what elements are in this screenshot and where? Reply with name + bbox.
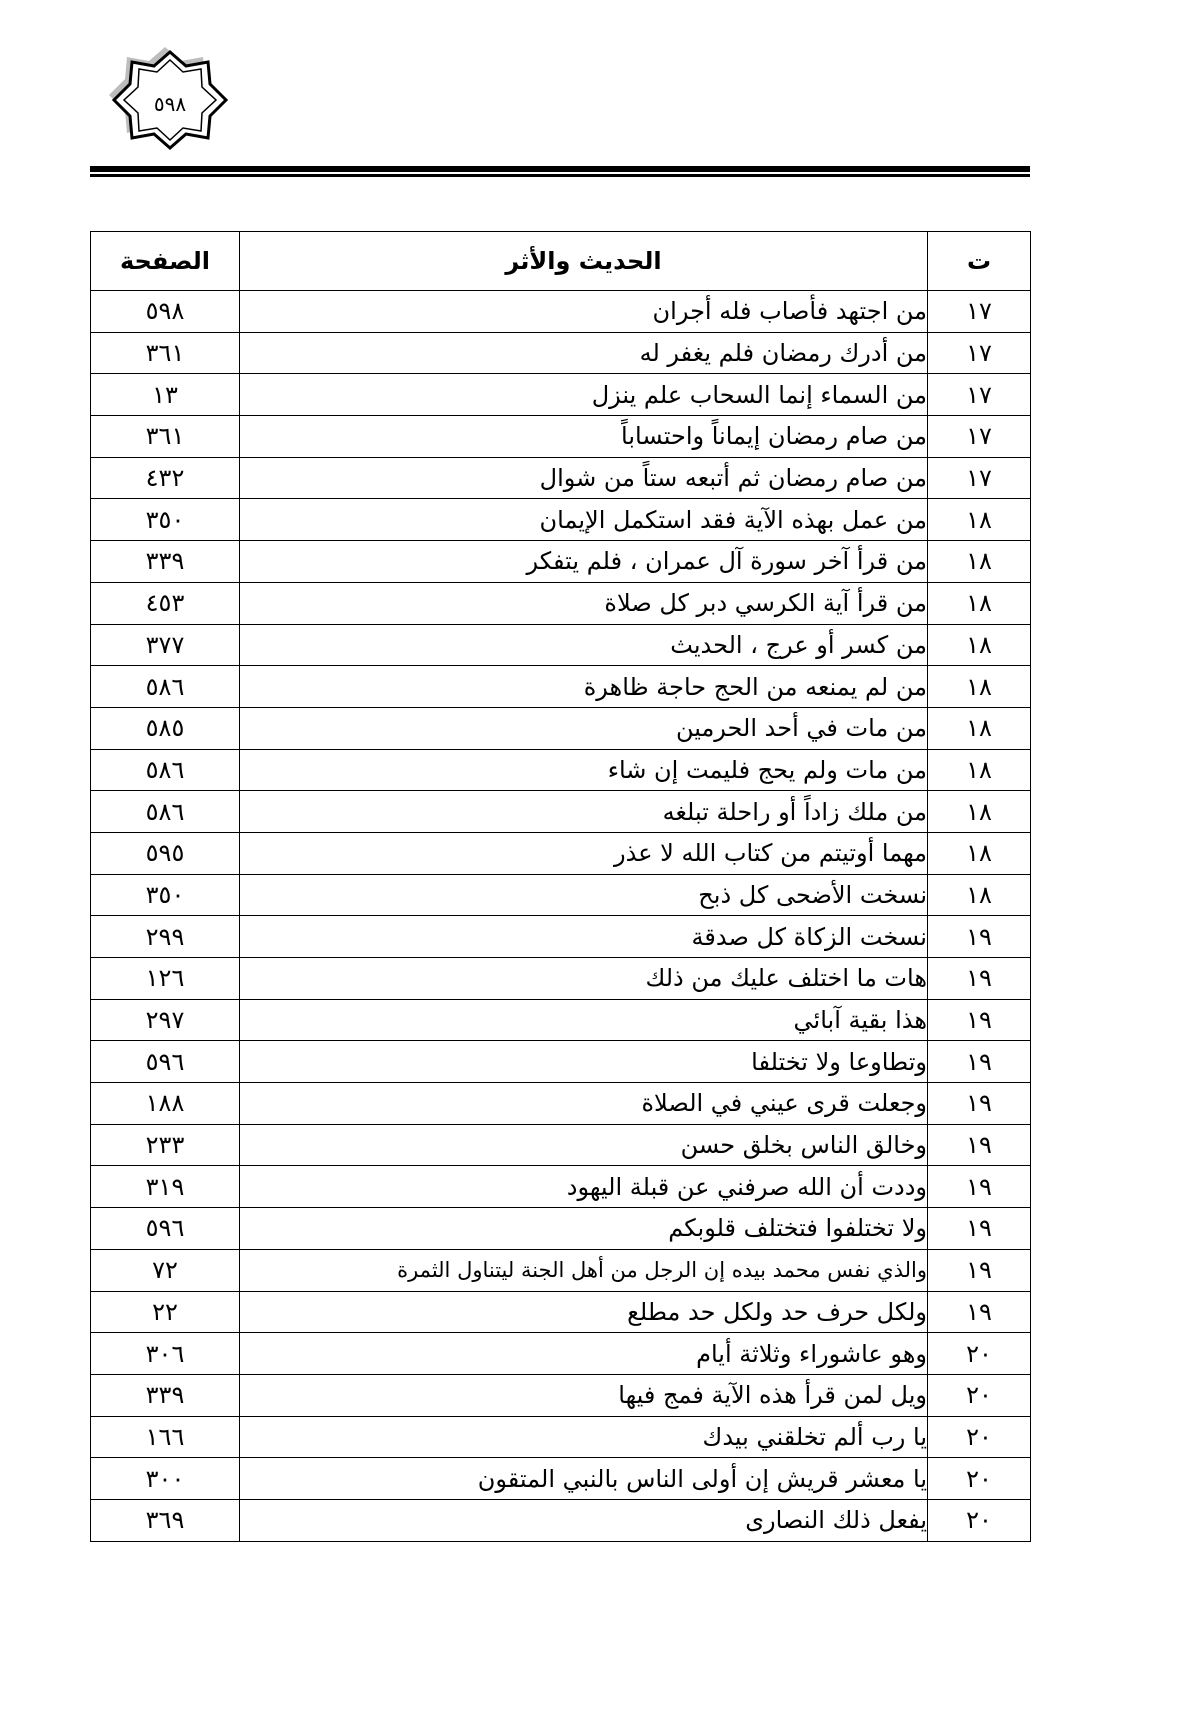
- table-row: [91, 582, 1031, 624]
- table-row: [91, 707, 1031, 749]
- row-page-number: ٤٥٣: [91, 582, 240, 624]
- table-row: [91, 291, 1031, 333]
- table-row: [91, 457, 1031, 499]
- table-row: [91, 1374, 1031, 1416]
- row-number: ١٩: [928, 1124, 1031, 1166]
- table-row: [91, 332, 1031, 374]
- row-number: ٢٠: [928, 1458, 1031, 1500]
- row-page-number: ٥٨٦: [91, 666, 240, 708]
- row-page-number: ٥٨٥: [91, 707, 240, 749]
- table-row: [91, 916, 1031, 958]
- row-page-number: ٣٠٠: [91, 1458, 240, 1500]
- row-page-number: ٤٣٢: [91, 457, 240, 499]
- row-page-number: ١٨٨: [91, 1083, 240, 1125]
- table-row: [91, 1083, 1031, 1125]
- row-hadith-text: ولا تختلفوا فتختلف قلوبكم: [240, 1208, 928, 1250]
- row-number: ١٧: [928, 291, 1031, 333]
- row-page-number: ٣٣٩: [91, 541, 240, 583]
- row-number: ١٨: [928, 541, 1031, 583]
- row-page-number: ٥٩٥: [91, 832, 240, 874]
- table-row: [91, 1291, 1031, 1333]
- row-page-number: ٧٢: [91, 1249, 240, 1291]
- row-number: ١٩: [928, 1208, 1031, 1250]
- row-page-number: ٣٥٠: [91, 874, 240, 916]
- row-number: ٢٠: [928, 1499, 1031, 1541]
- row-page-number: ٣١٩: [91, 1166, 240, 1208]
- row-hadith-text: نسخت الزكاة كل صدقة: [240, 916, 928, 958]
- row-page-number: ٢٢: [91, 1291, 240, 1333]
- row-number: ١٨: [928, 582, 1031, 624]
- row-number: ٢٠: [928, 1374, 1031, 1416]
- row-page-number: ٣٥٠: [91, 499, 240, 541]
- table-row: [91, 1166, 1031, 1208]
- row-hadith-text: من كسر أو عرج ، الحديث: [240, 624, 928, 666]
- row-number: ١٩: [928, 1249, 1031, 1291]
- row-number: ١٩: [928, 958, 1031, 1000]
- row-number: ١٨: [928, 791, 1031, 833]
- row-hadith-text: مهما أوتيتم من كتاب الله لا عذر: [240, 832, 928, 874]
- table-row: [91, 1208, 1031, 1250]
- row-number: ١٧: [928, 332, 1031, 374]
- row-hadith-text: من اجتهد فأصاب فله أجران: [240, 291, 928, 333]
- table-header-row: [91, 232, 1031, 291]
- row-page-number: ٣٠٦: [91, 1333, 240, 1375]
- row-page-number: ٣٧٧: [91, 624, 240, 666]
- table-row: [91, 541, 1031, 583]
- row-page-number: ٢٣٣: [91, 1124, 240, 1166]
- row-page-number: ١٦٦: [91, 1416, 240, 1458]
- hadith-index-table: [90, 231, 1031, 1542]
- row-page-number: ٣٦١: [91, 332, 240, 374]
- table-row: [91, 1458, 1031, 1500]
- row-number: ١٧: [928, 416, 1031, 458]
- table-row: [91, 499, 1031, 541]
- row-number: ١٩: [928, 1166, 1031, 1208]
- table-row: [91, 416, 1031, 458]
- page-number: ٥٩٨: [153, 92, 187, 116]
- row-hadith-text: من السماء إنما السحاب علم ينزل: [240, 374, 928, 416]
- row-hadith-text: والذي نفس محمد بيده إن الرجل من أهل الجنة ليتناول الثمرة: [240, 1249, 928, 1291]
- table-row: [91, 958, 1031, 1000]
- page-number-badge: [100, 44, 240, 164]
- row-number: ١٩: [928, 1083, 1031, 1125]
- row-number: ١٩: [928, 999, 1031, 1041]
- row-page-number: ٢٩٩: [91, 916, 240, 958]
- row-page-number: ٥٨٦: [91, 749, 240, 791]
- row-page-number: ٣٦١: [91, 416, 240, 458]
- row-hadith-text: من مات ولم يحج فليمت إن شاء: [240, 749, 928, 791]
- row-number: ١٨: [928, 749, 1031, 791]
- row-hadith-text: هات ما اختلف عليك من ذلك: [240, 958, 928, 1000]
- table-row: [91, 666, 1031, 708]
- row-number: ١٨: [928, 707, 1031, 749]
- row-number: ١٨: [928, 832, 1031, 874]
- row-number: ٢٠: [928, 1333, 1031, 1375]
- row-number: ٢٠: [928, 1416, 1031, 1458]
- row-page-number: ٥٩٦: [91, 1208, 240, 1250]
- header-rule-thin: [90, 174, 1030, 177]
- row-page-number: ١٣: [91, 374, 240, 416]
- row-page-number: ٣٦٩: [91, 1499, 240, 1541]
- row-number: ١٨: [928, 666, 1031, 708]
- row-number: ١٩: [928, 1291, 1031, 1333]
- row-number: ١٩: [928, 916, 1031, 958]
- row-hadith-text: من قرأ آية الكرسي دبر كل صلاة: [240, 582, 928, 624]
- row-number: ١٧: [928, 374, 1031, 416]
- row-page-number: ٥٩٦: [91, 1041, 240, 1083]
- row-hadith-text: نسخت الأضحى كل ذبح: [240, 874, 928, 916]
- row-hadith-text: من ملك زاداً أو راحلة تبلغه: [240, 791, 928, 833]
- row-hadith-text: من أدرك رمضان فلم يغفر له: [240, 332, 928, 374]
- row-number: ١٨: [928, 499, 1031, 541]
- header-number: ت: [928, 232, 1031, 291]
- row-hadith-text: وجعلت قرى عيني في الصلاة: [240, 1083, 928, 1125]
- row-hadith-text: وتطاوعا ولا تختلفا: [240, 1041, 928, 1083]
- row-page-number: ٥٨٦: [91, 791, 240, 833]
- header-hadith: الحديث والأثر: [240, 232, 928, 291]
- row-hadith-text: يا رب ألم تخلقني بيدك: [240, 1416, 928, 1458]
- row-hadith-text: من صام رمضان ثم أتبعه ستاً من شوال: [240, 457, 928, 499]
- table-row: [91, 749, 1031, 791]
- row-hadith-text: وخالق الناس بخلق حسن: [240, 1124, 928, 1166]
- row-number: ١٧: [928, 457, 1031, 499]
- table-row: [91, 624, 1031, 666]
- header-page: الصفحة: [91, 232, 240, 291]
- row-page-number: ١٢٦: [91, 958, 240, 1000]
- row-number: ١٨: [928, 624, 1031, 666]
- row-hadith-text: هذا بقية آبائي: [240, 999, 928, 1041]
- table-row: [91, 874, 1031, 916]
- table-row: [91, 1249, 1031, 1291]
- table-row: [91, 1124, 1031, 1166]
- row-hadith-text: ولكل حرف حد ولكل حد مطلع: [240, 1291, 928, 1333]
- row-hadith-text: من صام رمضان إيماناً واحتساباً: [240, 416, 928, 458]
- row-hadith-text: من عمل بهذه الآية فقد استكمل الإيمان: [240, 499, 928, 541]
- row-hadith-text: من مات في أحد الحرمين: [240, 707, 928, 749]
- row-page-number: ٣٣٩: [91, 1374, 240, 1416]
- row-hadith-text: وهو عاشوراء وثلاثة أيام: [240, 1333, 928, 1375]
- table-row: [91, 791, 1031, 833]
- row-page-number: ٥٩٨: [91, 291, 240, 333]
- row-page-number: ٢٩٧: [91, 999, 240, 1041]
- header-rule-thick: [90, 166, 1030, 172]
- row-number: ١٩: [928, 1041, 1031, 1083]
- row-hadith-text: ويل لمن قرأ هذه الآية فمج فيها: [240, 1374, 928, 1416]
- table-row: [91, 1333, 1031, 1375]
- table-row: [91, 1416, 1031, 1458]
- row-hadith-text: من قرأ آخر سورة آل عمران ، فلم يتفكر: [240, 541, 928, 583]
- table-row: [91, 832, 1031, 874]
- row-number: ١٨: [928, 874, 1031, 916]
- table-row: [91, 999, 1031, 1041]
- row-hadith-text: وددت أن الله صرفني عن قبلة اليهود: [240, 1166, 928, 1208]
- row-hadith-text: يا معشر قريش إن أولى الناس بالنبي المتقون: [240, 1458, 928, 1500]
- table-row: [91, 374, 1031, 416]
- table-row: [91, 1041, 1031, 1083]
- table-row: [91, 1499, 1031, 1541]
- row-hadith-text: من لم يمنعه من الحج حاجة ظاهرة: [240, 666, 928, 708]
- row-hadith-text: يفعل ذلك النصارى: [240, 1499, 928, 1541]
